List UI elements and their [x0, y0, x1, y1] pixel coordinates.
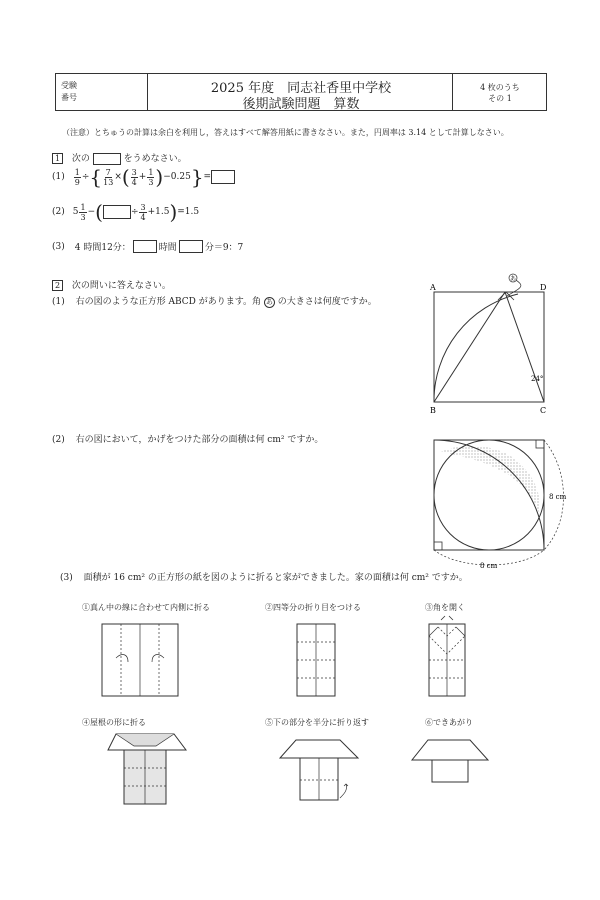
header-box [55, 73, 547, 111]
q-label: (2) [52, 435, 65, 445]
section1-number: 1 [52, 153, 63, 164]
dim-right: 8 cm [549, 493, 567, 501]
answer-blank[interactable] [103, 205, 131, 219]
line-b [434, 292, 505, 402]
mark-text: あ [509, 275, 517, 283]
step-3-label: ③角を開く [425, 603, 465, 612]
note: （注意）とちゅうの計算は余白を利用し，答えはすべて解答用紙に書きなさい。また，円周率は 3.14 として計算しなさい。 [62, 128, 509, 137]
q3-mid: 時間 [158, 243, 177, 253]
operator: − [87, 207, 96, 217]
figure-circle-square [420, 432, 580, 572]
numerator: 1 [74, 167, 80, 177]
q1-3 [52, 240, 243, 253]
numerator: 7 [105, 167, 111, 177]
exam-number-label-2: 番号 [61, 93, 77, 102]
denominator: 4 [131, 177, 137, 187]
q2-1 [52, 294, 377, 308]
right-angle-mark [434, 542, 442, 550]
operator: −0.25 [163, 172, 191, 182]
numerator: 1 [80, 202, 86, 212]
line-c [505, 292, 544, 402]
paren-close: ) [169, 200, 178, 224]
roof [280, 740, 358, 758]
label-b: B [430, 406, 436, 415]
q3-pre: 4 時間12分： [74, 243, 131, 253]
answer-blank-hours[interactable] [133, 240, 157, 253]
arc [434, 294, 518, 402]
operator: + [138, 172, 147, 182]
arrow-icon [340, 784, 348, 798]
angle-mark: あ [265, 298, 273, 306]
step-6-label: ⑥できあがり [425, 718, 473, 727]
step-3-figure [425, 614, 469, 698]
numerator: 3 [131, 167, 137, 177]
q1-1 [52, 167, 235, 187]
q2-2-text: 右の図において，かげをつけた部分の面積は何 cm² ですか。 [75, 435, 324, 445]
dim-bottom: 8 cm [480, 562, 498, 570]
step-4-figure [104, 730, 188, 806]
fraction-7-13 [103, 168, 113, 187]
arrow-icon [441, 616, 453, 620]
section2-instruction [52, 278, 171, 291]
paren-open: ( [121, 165, 130, 189]
equals: = [203, 172, 212, 182]
instr-post: をうめなさい。 [123, 154, 187, 164]
page-count: 4 枚のうち [480, 83, 520, 92]
fraction-1-3 [147, 168, 154, 187]
q-label: (1) [52, 172, 65, 182]
fraction-3-4 [131, 168, 138, 187]
roof [412, 740, 488, 760]
answer-blank-minutes[interactable] [179, 240, 203, 253]
q2-3-text: 面積が 16 cm² の正方形の紙を図のように折ると家ができました。家の面積は何 cm² ですか。 [83, 573, 468, 583]
operator: ÷ [81, 172, 90, 182]
exam-number-label: 受験 [61, 81, 77, 90]
result: =1.5 [177, 207, 200, 217]
shaded-region [440, 446, 540, 517]
answer-blank[interactable] [211, 170, 235, 184]
denominator: 3 [80, 212, 86, 222]
blank-example [93, 153, 121, 165]
square [434, 292, 544, 402]
step-6-figure [408, 738, 492, 788]
step-2-figure [295, 622, 339, 698]
q-label: (3) [60, 573, 73, 583]
numerator: 1 [148, 167, 154, 177]
operator: × [114, 172, 122, 182]
paren-close: } [190, 165, 204, 189]
subtitle: 後期試験問題 算数 [242, 97, 360, 112]
paren-open: { [89, 165, 103, 189]
body [432, 760, 468, 782]
step-4-label: ④屋根の形に折る [82, 718, 146, 727]
label-a: A [430, 283, 436, 292]
q2-2 [52, 432, 323, 445]
q2-3 [60, 570, 468, 583]
operator: ÷ [130, 207, 139, 217]
fraction-1-3 [79, 203, 86, 222]
q-label: (2) [52, 207, 65, 217]
paren-open: ( [95, 200, 103, 224]
label-d: D [540, 283, 547, 292]
label-c: C [540, 406, 547, 415]
tail: +1.5 [147, 207, 170, 217]
q-label: (3) [52, 241, 65, 252]
section1-instruction [52, 151, 187, 165]
title: 2025 年度 同志社香里中学校 [210, 81, 392, 96]
step-2-label: ②四等分の折り目をつける [265, 603, 361, 612]
step-5-label: ⑤下の部分を半分に折り返す [265, 718, 369, 727]
q3-post: 分＝9：7 [204, 243, 244, 253]
section2-instr: 次の問いに答えなさい。 [71, 281, 171, 291]
denominator: 9 [74, 177, 80, 187]
denominator: 13 [103, 177, 114, 187]
q1-2 [52, 202, 199, 222]
angle-label: 24° [531, 375, 544, 383]
page-count-cell [452, 74, 547, 110]
step-1-figure [100, 622, 180, 698]
arrow-icon [152, 655, 164, 662]
q2-1-text-pre: 右の図のような正方形 ABCD があります。角 [75, 297, 262, 307]
page-index: その 1 [488, 94, 512, 103]
figure-square-abcd [420, 272, 560, 417]
right-angle-mark [536, 440, 544, 448]
q2-1-text-post: の大きさは何度ですか。 [277, 297, 377, 307]
step-5-figure [278, 738, 362, 804]
whole-number: 5 [72, 207, 79, 217]
denominator: 4 [140, 212, 146, 222]
instr-pre: 次の [71, 154, 90, 164]
denominator: 3 [148, 177, 154, 187]
step-1-label: ①真ん中の線に合わせて内側に折る [82, 603, 210, 612]
exam-number-cell[interactable] [56, 74, 148, 110]
numerator: 3 [140, 202, 146, 212]
q-label: (1) [52, 297, 65, 307]
fraction-3-4 [139, 203, 146, 222]
arrow-icon [116, 655, 128, 662]
fraction-1-9 [74, 168, 81, 187]
section2-number: 2 [52, 280, 63, 291]
paren-close: ) [155, 165, 164, 189]
